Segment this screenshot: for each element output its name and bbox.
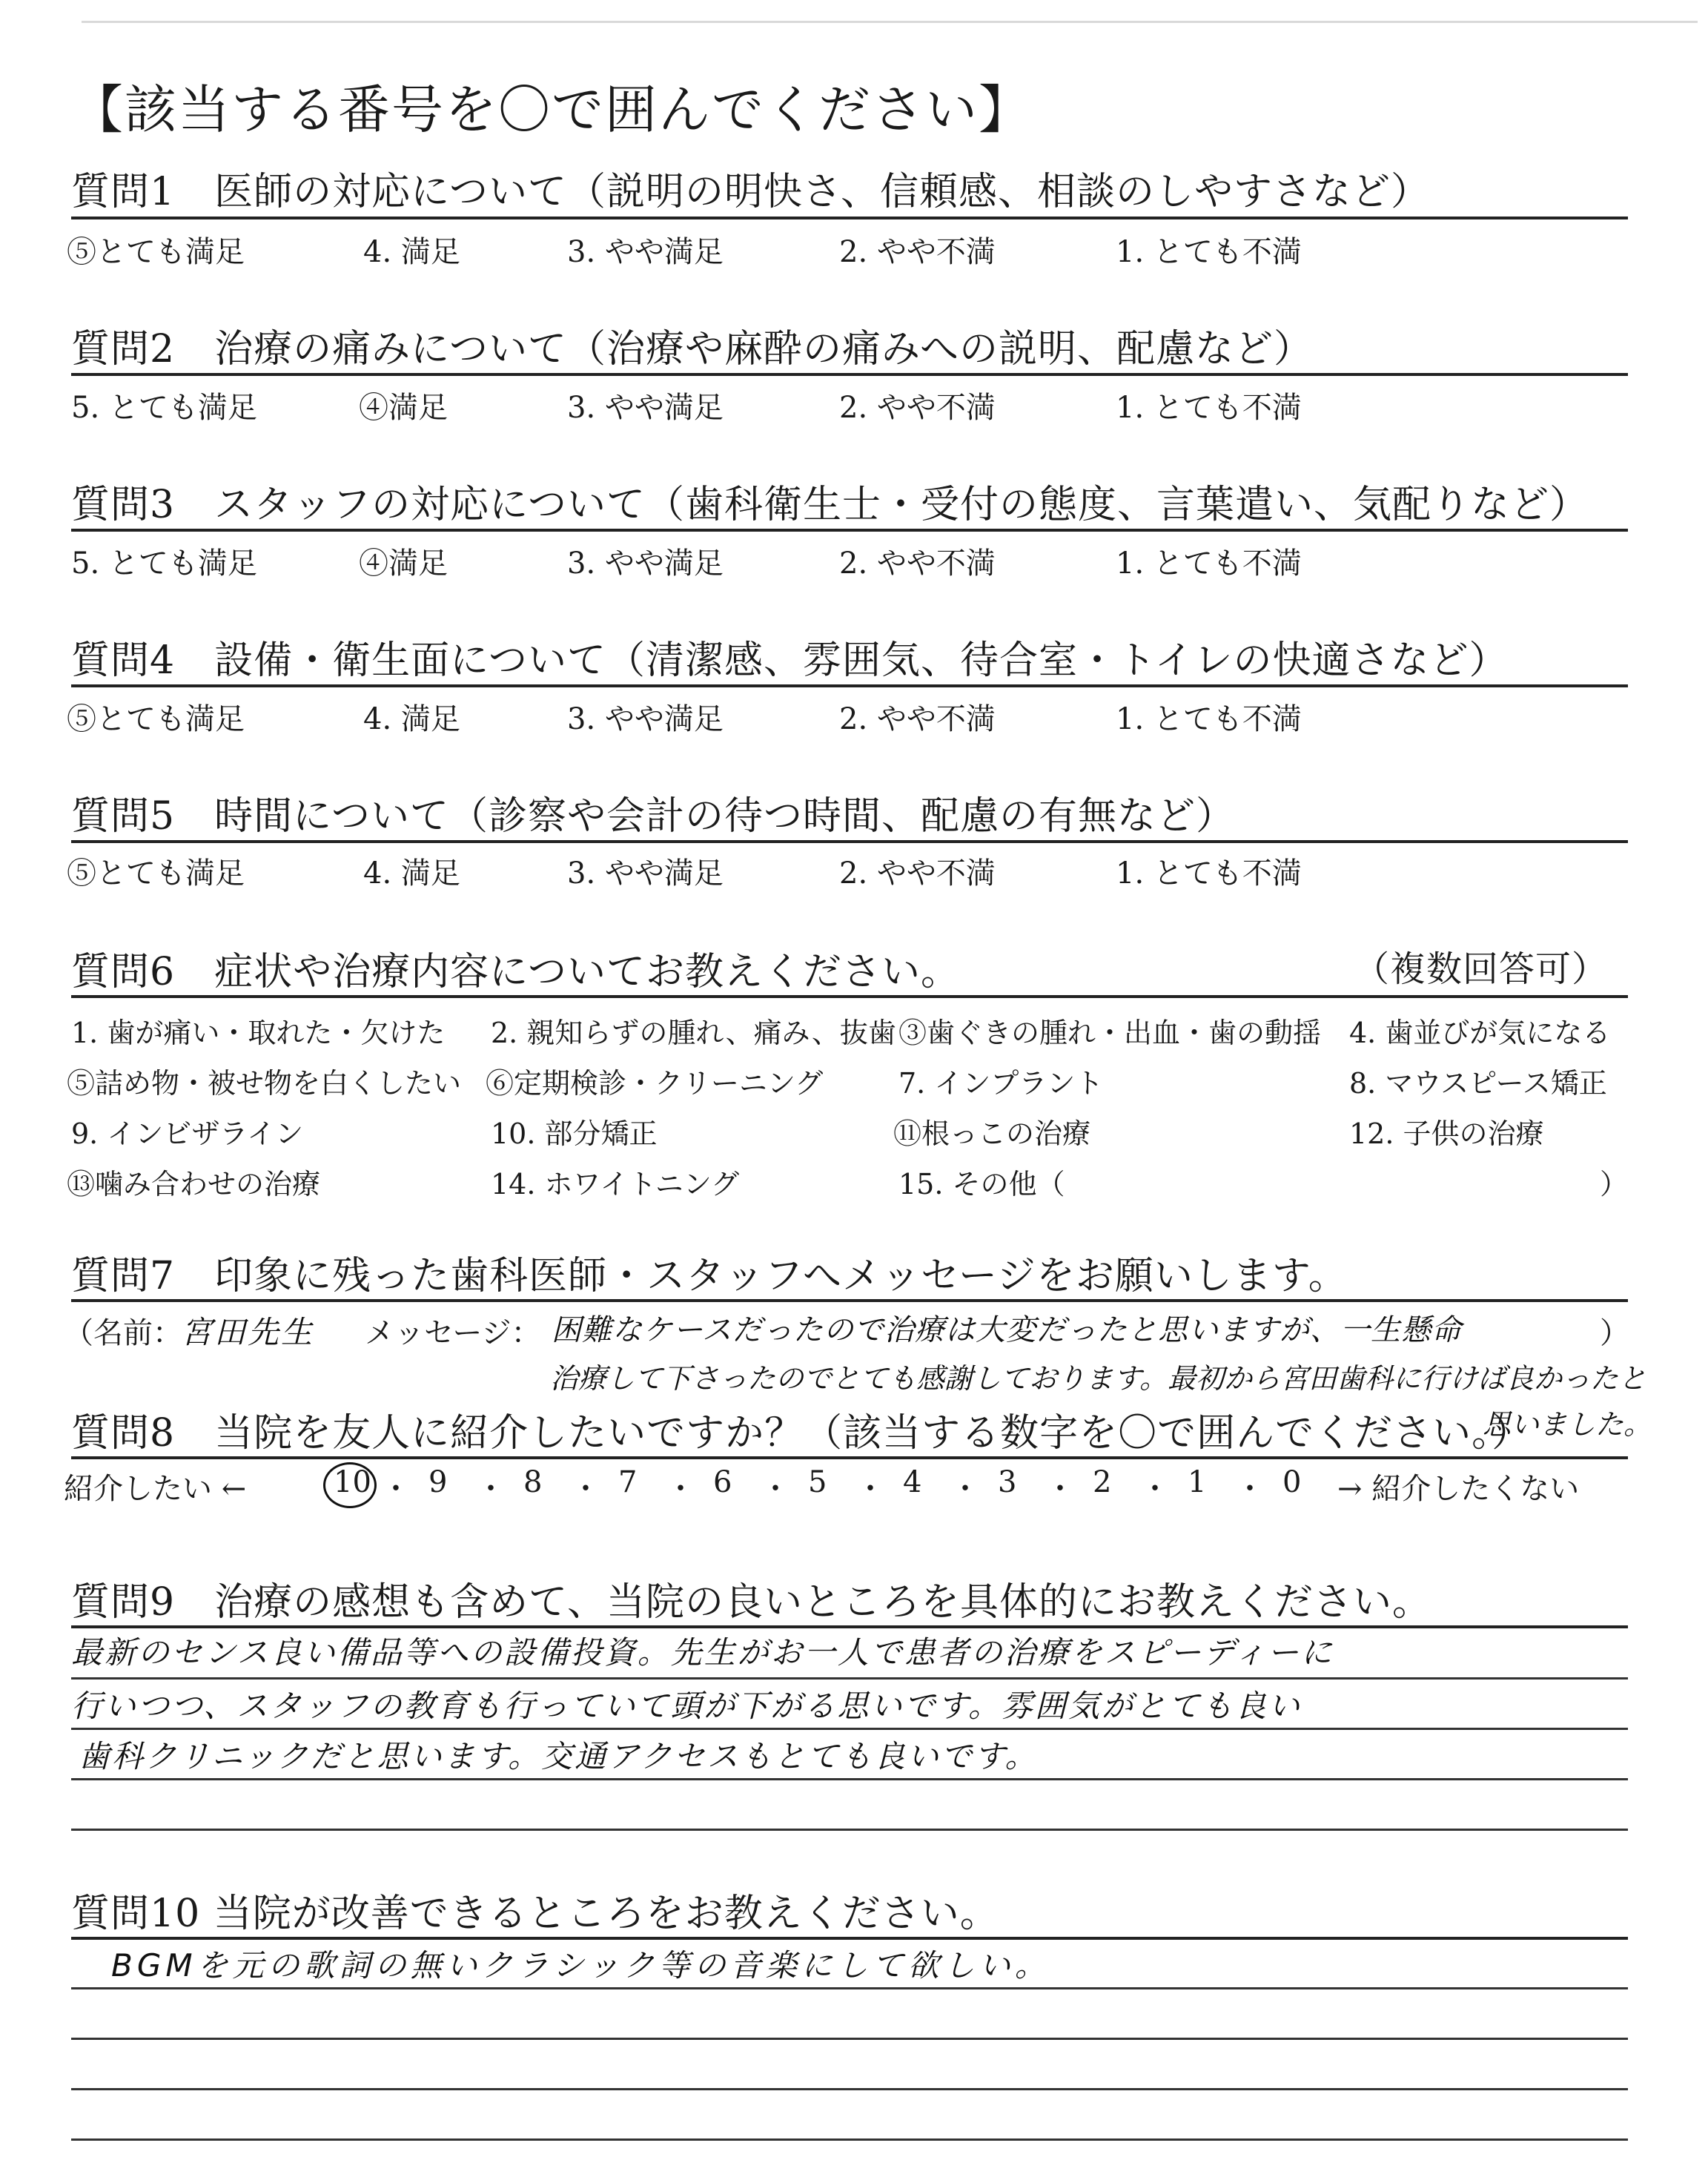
q6-item-7[interactable]: 7. インプラント — [898, 1067, 1104, 1100]
q8-scale-separator: ・ — [571, 1472, 600, 1506]
q8-scale-separator: ・ — [1235, 1472, 1265, 1506]
q8-selected-circle — [323, 1462, 377, 1508]
q4-option-3[interactable]: 3. やや満足 — [567, 702, 724, 736]
q4-option-1[interactable]: 1. とても不満 — [1116, 702, 1302, 736]
question-4-label: 質問4 設備・衛生面について（清潔感、雰囲気、待合室・トイレの快適さなど） — [71, 638, 1509, 683]
q6-item-12[interactable]: 12. 子供の治療 — [1349, 1117, 1544, 1150]
q6-item-5[interactable]: ⑤詰め物・被せ物を白くしたい — [67, 1067, 462, 1100]
q10-write-line-4 — [71, 2138, 1628, 2141]
q6-item-14[interactable]: 14. ホワイトニング — [491, 1168, 740, 1200]
q1-option-1[interactable]: 1. とても不満 — [1116, 235, 1302, 269]
q7-name-value[interactable]: 宮田先生 — [181, 1314, 315, 1350]
q6-item-3[interactable]: ③歯ぐきの腫れ・出血・歯の動揺 — [898, 1017, 1322, 1049]
q8-scale-separator: ・ — [855, 1472, 885, 1506]
question-5-label: 質問5 時間について（診察や会計の待つ時間、配慮の有無など） — [71, 794, 1236, 839]
q9-write-line-1 — [71, 1677, 1628, 1680]
question-6-label: 質問6 症状や治療内容についてお教えください。 — [71, 950, 961, 994]
question-7-label: 質問7 印象に残った歯科医師・スタッフへメッセージをお願いします。 — [71, 1254, 1348, 1298]
question-9-label: 質問9 治療の感想も含めて、当院の良いところを具体的にお教えください。 — [71, 1580, 1432, 1625]
q5-option-1[interactable]: 1. とても不満 — [1116, 856, 1302, 891]
q10-write-line-2 — [71, 2038, 1628, 2040]
q6-item-15[interactable]: 15. その他（ — [898, 1168, 1065, 1200]
q9-write-line-2 — [71, 1728, 1628, 1730]
q8-scale-value-8[interactable]: 8 — [523, 1465, 543, 1499]
q2-option-3[interactable]: 3. やや満足 — [567, 391, 724, 425]
q3-option-4[interactable]: ④満足 — [359, 546, 448, 581]
q4-option-2[interactable]: 2. やや不満 — [839, 702, 996, 736]
question-10-label: 質問10 当院が改善できるところをお教えください。 — [71, 1892, 999, 1936]
q6-item-9[interactable]: 9. インビザライン — [71, 1117, 304, 1150]
q3-option-5[interactable]: 5. とても満足 — [71, 546, 257, 581]
question-3-rule — [71, 529, 1628, 532]
q3-option-3[interactable]: 3. やや満足 — [567, 546, 724, 581]
page-title: 【該当する番号を〇で囲んでください】 — [71, 79, 1032, 140]
q10-answer-line-1[interactable]: BGMを元の歌詞の無いクラシック等の音楽にして欲しい。 — [111, 1947, 1050, 1984]
question-1-label: 質問1 医師の対応について（説明の明快さ、信頼感、相談のしやすさなど） — [71, 170, 1430, 214]
q8-scale-value-6[interactable]: 6 — [713, 1465, 732, 1499]
q10-write-line-3 — [71, 2088, 1628, 2090]
question-8-label: 質問8 当院を友人に紹介したいですか？（該当する数字を〇で囲んでください。） — [71, 1411, 1532, 1456]
q5-option-2[interactable]: 2. やや不満 — [839, 856, 996, 891]
q8-scale-value-0[interactable]: 0 — [1282, 1465, 1302, 1499]
question-3-label: 質問3 スタッフの対応について（歯科衛生士・受付の態度、言葉遣い、気配りなど） — [71, 483, 1589, 527]
q2-option-2[interactable]: 2. やや不満 — [839, 391, 996, 425]
q7-message-close: ） — [1600, 1316, 1629, 1350]
q7-name-label: （名前： — [64, 1316, 182, 1350]
q1-option-5[interactable]: ⑤とても満足 — [67, 235, 245, 269]
q2-option-5[interactable]: 5. とても満足 — [71, 391, 257, 425]
q1-option-4[interactable]: 4. 満足 — [363, 235, 460, 269]
q8-scale-value-3[interactable]: 3 — [998, 1465, 1017, 1499]
q2-option-1[interactable]: 1. とても不満 — [1116, 391, 1302, 425]
q6-item-15-close: ） — [1600, 1168, 1629, 1200]
q9-answer-line-3[interactable]: 歯科クリニックだと思います。交通アクセスもとても良いです。 — [79, 1738, 1039, 1774]
q6-item-10[interactable]: 10. 部分矯正 — [491, 1117, 658, 1150]
q9-write-line-3 — [71, 1778, 1628, 1780]
q9-write-line-4 — [71, 1829, 1628, 1831]
q9-answer-line-2[interactable]: 行いつつ、スタッフの教育も行っていて頭が下がる思いです。雰囲気がとても良い — [71, 1688, 1302, 1724]
q9-answer-line-1[interactable]: 最新のセンス良い備品等への設備投資。先生がお一人で患者の治療をスピーディーに — [71, 1634, 1334, 1671]
question-10-rule — [71, 1937, 1628, 1940]
q5-option-5[interactable]: ⑤とても満足 — [67, 856, 245, 891]
top-border — [82, 21, 1698, 23]
q5-option-3[interactable]: 3. やや満足 — [567, 856, 724, 891]
q7-message-line-2[interactable]: 治療して下さったのでとても感謝しております。最初から宮田歯科に行けば良かったと — [550, 1362, 1646, 1395]
q10-write-line-1 — [71, 1987, 1628, 1989]
q8-scale-separator: ・ — [761, 1472, 790, 1506]
question-5-rule — [71, 840, 1628, 843]
q8-scale-value-9[interactable]: 9 — [428, 1465, 448, 1499]
q6-item-2[interactable]: 2. 親知らずの腫れ、痛み、抜歯 — [491, 1017, 896, 1049]
question-6-note: （複数回答可） — [1354, 948, 1609, 990]
question-7-rule — [71, 1299, 1628, 1302]
question-6-rule — [71, 995, 1628, 998]
q4-option-5[interactable]: ⑤とても満足 — [67, 702, 245, 736]
q8-scale-value-10[interactable]: 10 — [334, 1465, 371, 1499]
q2-option-4[interactable]: ④満足 — [359, 391, 448, 425]
q8-scale-separator: ・ — [666, 1472, 695, 1506]
q5-option-4[interactable]: 4. 満足 — [363, 856, 460, 891]
q6-item-11[interactable]: ⑪根っこの治療 — [893, 1117, 1091, 1150]
question-8-rule — [71, 1456, 1628, 1459]
question-1-rule — [71, 217, 1628, 219]
q8-scale-separator: ・ — [381, 1472, 411, 1506]
q7-message-line-1[interactable]: 困難なケースだったので治療は大変だったと思いますが、一生懸命 — [552, 1313, 1462, 1347]
q8-scale-separator: ・ — [1140, 1472, 1170, 1506]
q8-scale-separator: ・ — [1045, 1472, 1075, 1506]
q8-scale-separator: ・ — [476, 1472, 506, 1506]
q6-item-1[interactable]: 1. 歯が痛い・取れた・欠けた — [71, 1017, 446, 1049]
q3-option-2[interactable]: 2. やや不満 — [839, 546, 996, 581]
q4-option-4[interactable]: 4. 満足 — [363, 702, 460, 736]
question-4-rule — [71, 684, 1628, 687]
q1-option-2[interactable]: 2. やや不満 — [839, 235, 996, 269]
q6-item-6[interactable]: ⑥定期検診・クリーニング — [486, 1067, 824, 1100]
q8-left-label: 紹介したい ← — [64, 1472, 247, 1506]
q7-message-label: メッセージ： — [365, 1316, 541, 1350]
q8-scale-separator: ・ — [950, 1472, 980, 1506]
q7-message-line-3[interactable]: 思いました。 — [1483, 1408, 1652, 1441]
q6-item-13[interactable]: ⑬噛み合わせの治療 — [67, 1168, 321, 1200]
q8-scale-value-1[interactable]: 1 — [1188, 1465, 1207, 1499]
question-2-rule — [71, 373, 1628, 376]
q8-scale-value-4[interactable]: 4 — [903, 1465, 922, 1499]
q8-right-label: → 紹介したくない — [1337, 1472, 1580, 1506]
q8-scale-value-2[interactable]: 2 — [1093, 1465, 1112, 1499]
q8-scale-value-5[interactable]: 5 — [808, 1465, 827, 1499]
q3-option-1[interactable]: 1. とても不満 — [1116, 546, 1302, 581]
question-2-label: 質問2 治療の痛みについて（治療や麻酔の痛みへの説明、配慮など） — [71, 327, 1314, 371]
q6-item-8[interactable]: 8. マウスピース矯正 — [1349, 1067, 1607, 1100]
q6-item-4[interactable]: 4. 歯並びが気になる — [1349, 1017, 1611, 1049]
q1-option-3[interactable]: 3. やや満足 — [567, 235, 724, 269]
q8-scale-value-7[interactable]: 7 — [618, 1465, 638, 1499]
